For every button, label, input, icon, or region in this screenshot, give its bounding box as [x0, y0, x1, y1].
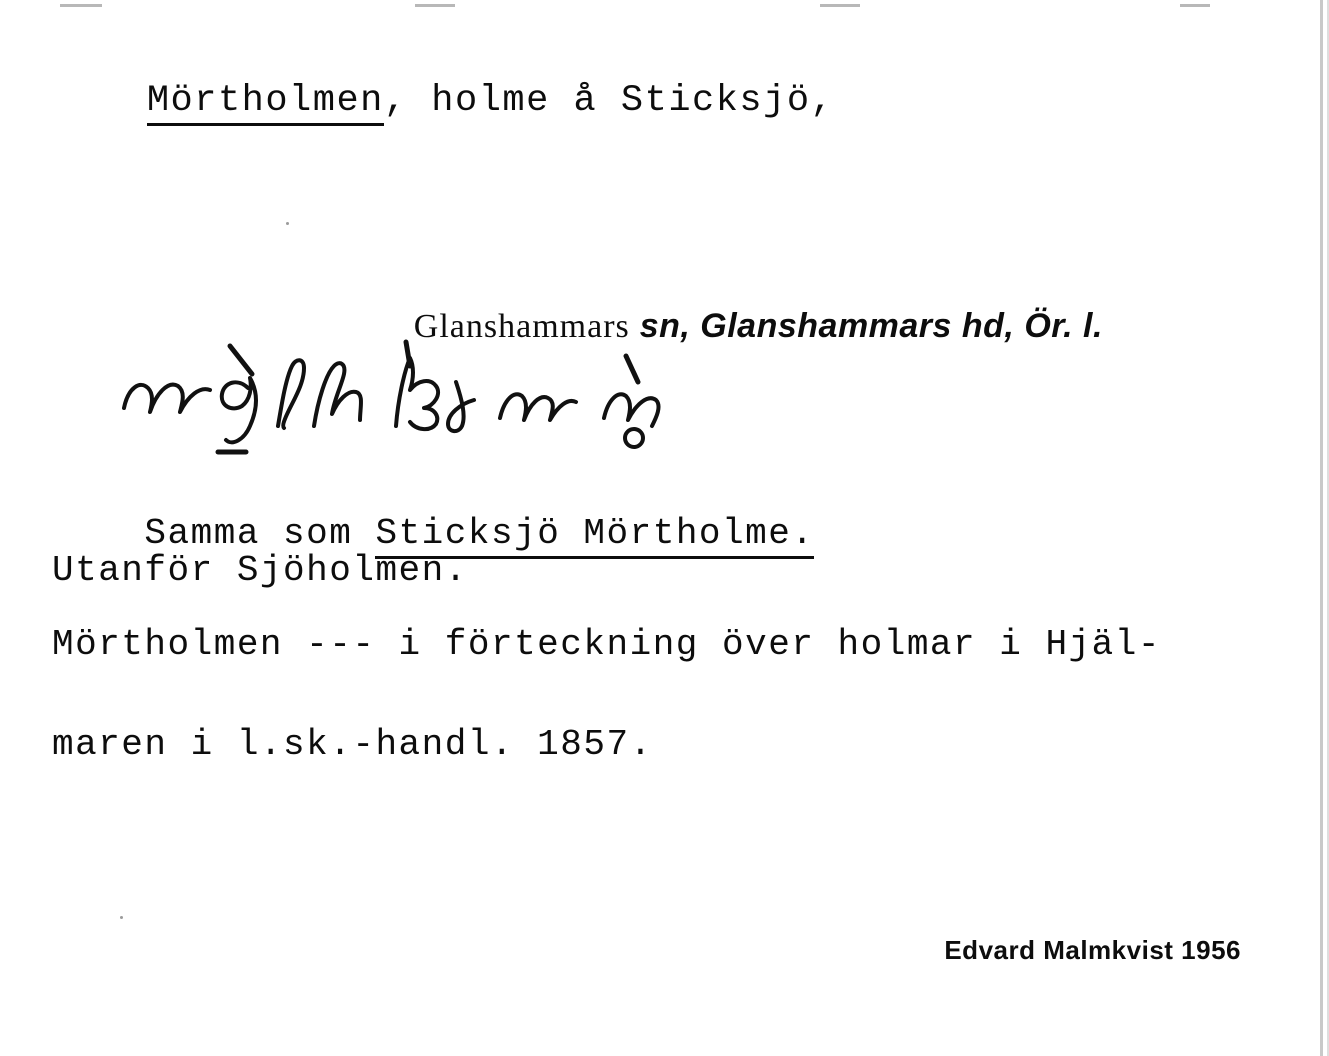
scan-speck: [286, 222, 289, 225]
hundred-and-county: Glanshammars hd, Ör. l.: [700, 307, 1103, 345]
body-line-2: Utanför Sjöholmen.: [52, 550, 468, 591]
headword-line: [52, 38, 834, 164]
cross-reference-term: Sticksjö Mörtholme.: [375, 513, 814, 559]
scan-speck: [120, 916, 123, 919]
parish-name: Glanshammars: [413, 308, 630, 345]
body-line-3: Mörtholmen --- i förteckning över holmar i Hjäl-: [52, 624, 1161, 665]
scan-edge-right: [1320, 0, 1323, 1056]
handwritten-annotation: [118, 330, 678, 460]
body-line-1-prefix: Samma som: [144, 513, 376, 554]
parish-abbreviation: sn,: [639, 307, 691, 345]
headword-term: Mörtholmen: [147, 80, 384, 126]
scan-edge-top: [0, 0, 1329, 14]
headword-gloss: , holme å Sticksjö,: [383, 80, 835, 122]
signature-line: Edvard Malmkvist 1956: [944, 935, 1241, 965]
body-line-4: maren i l.sk.-handl. 1857.: [52, 724, 653, 765]
